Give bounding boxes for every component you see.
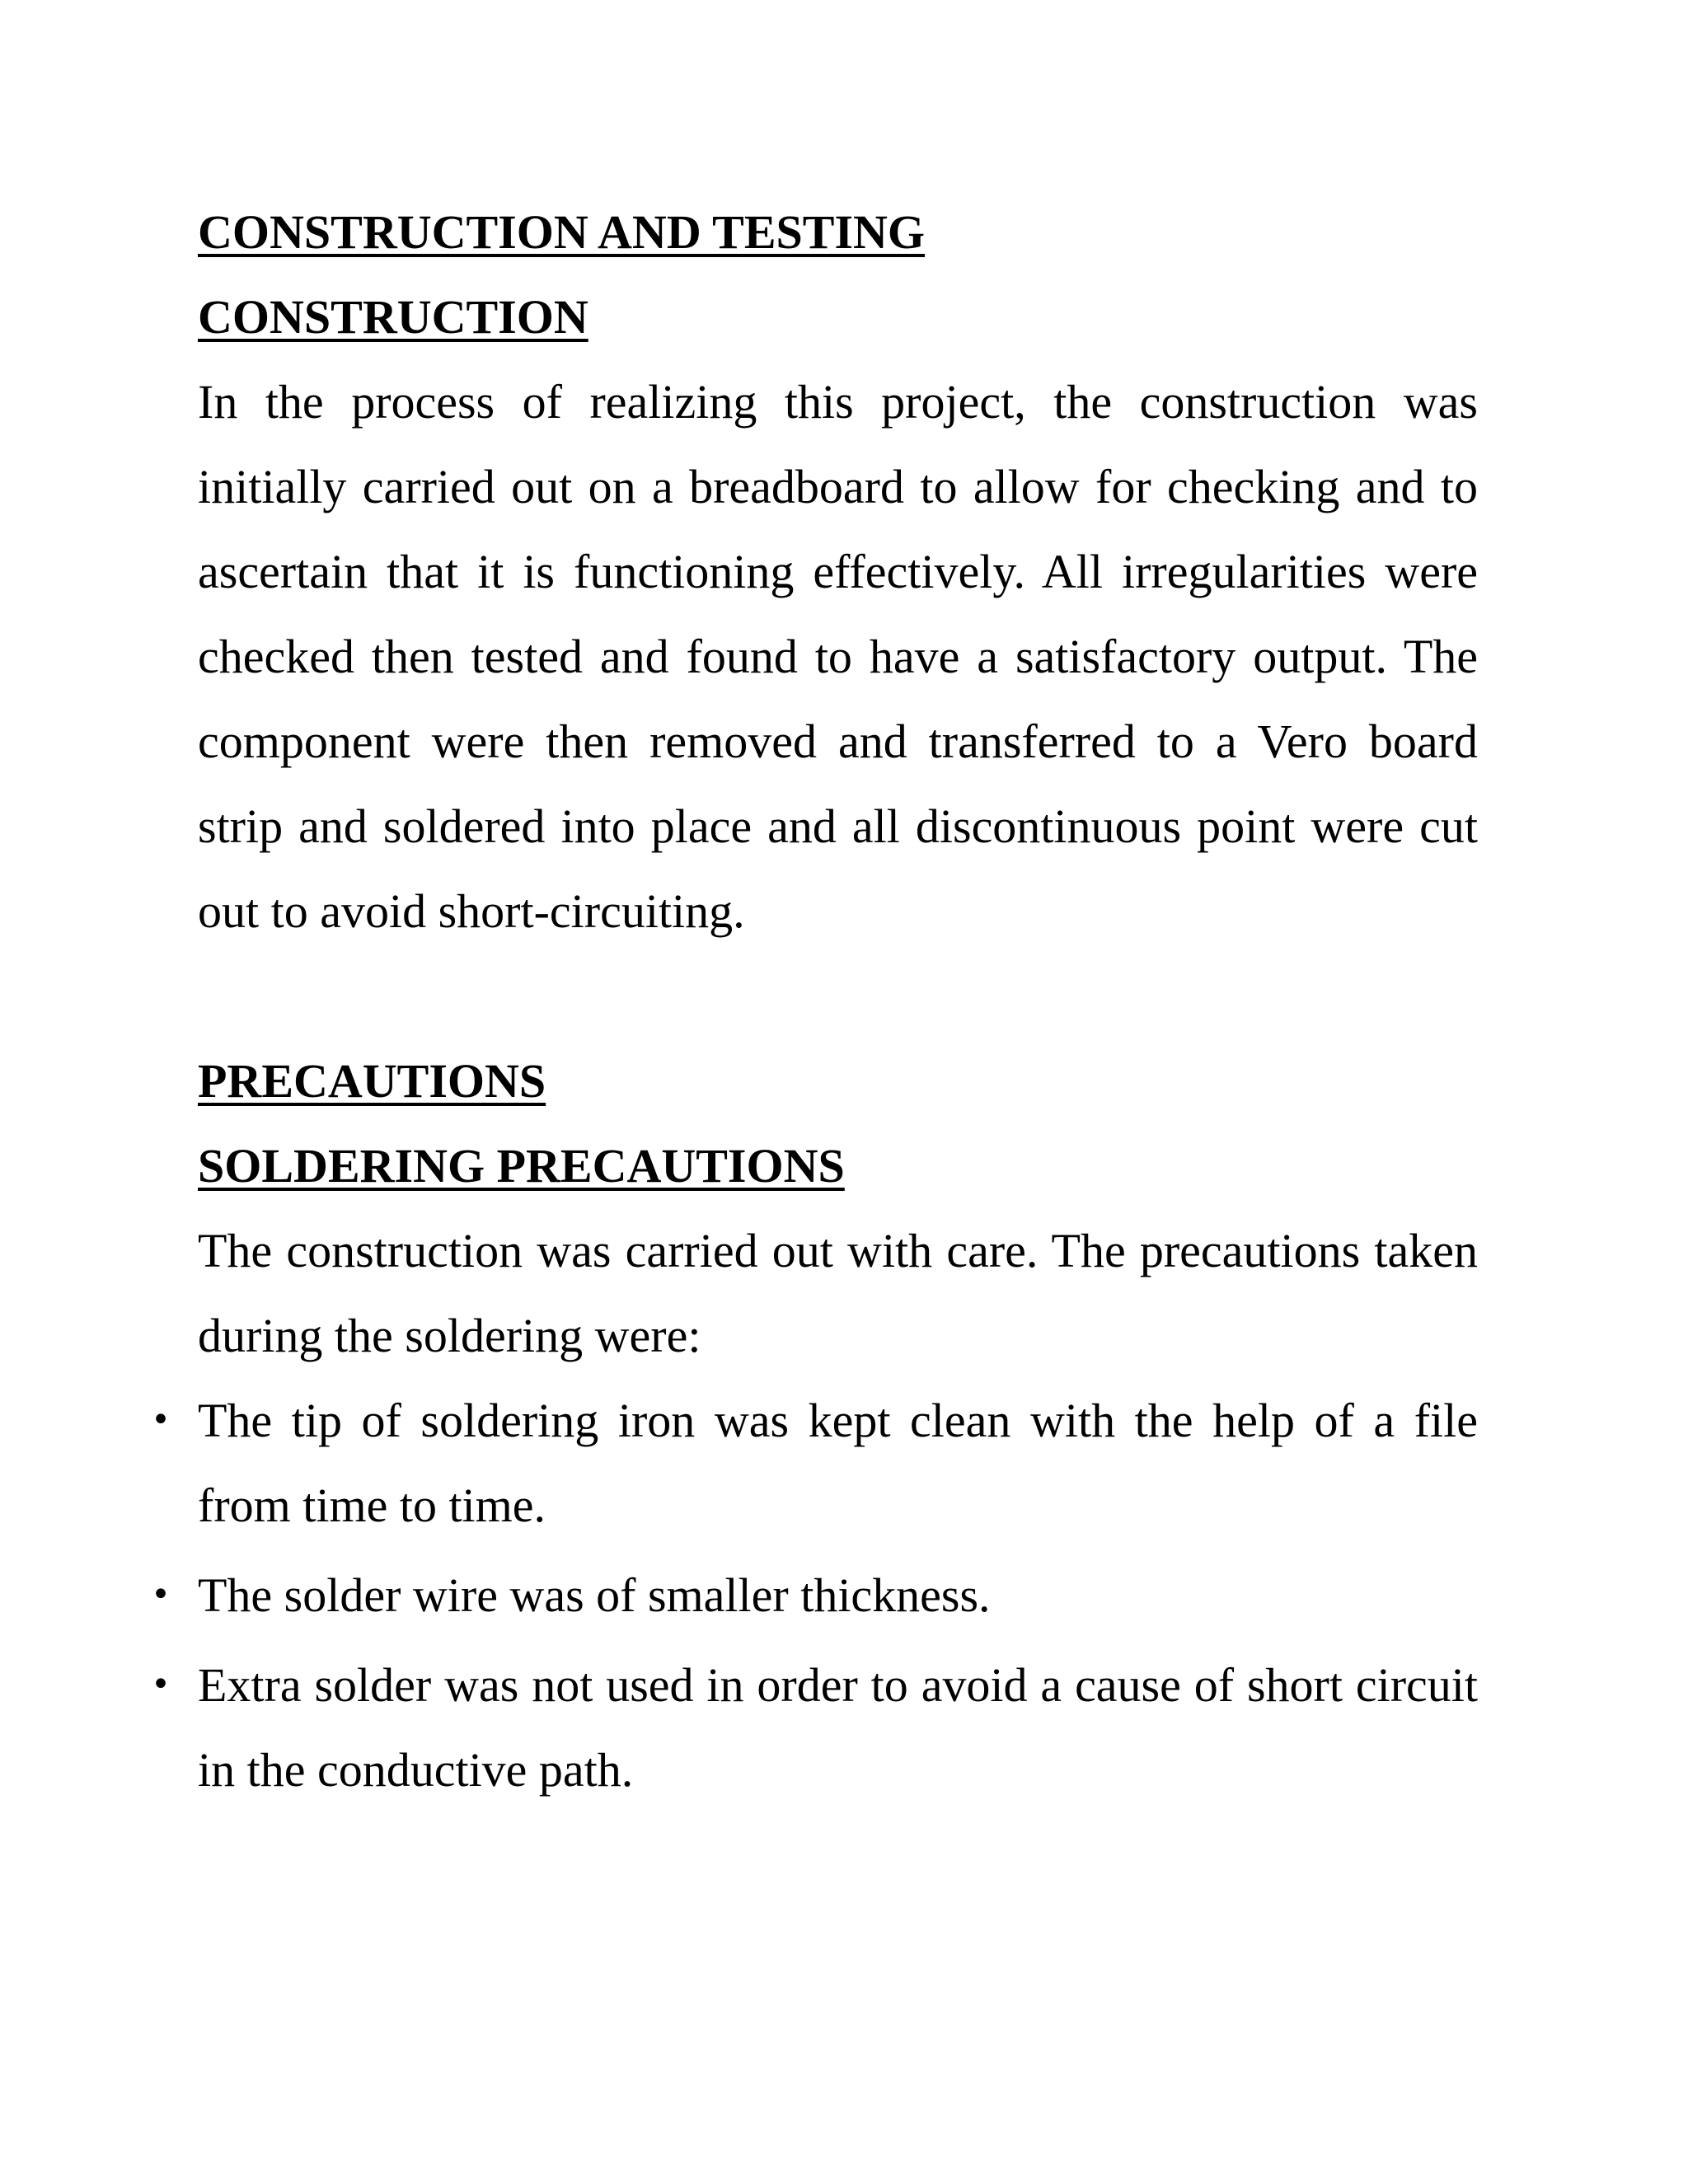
bullet-icon: • — [151, 1666, 171, 1704]
precautions-heading: PRECAUTIONS — [198, 1054, 546, 1108]
list-item — [151, 1553, 1478, 1638]
construction-heading: CONSTRUCTION — [198, 290, 588, 344]
list-item-text: Extra solder was not used in order to avoid a cause of short circuit in the conductive path. — [198, 1658, 1478, 1797]
main-heading: CONSTRUCTION AND TESTING — [198, 205, 926, 259]
section-spacer — [198, 954, 1478, 1038]
bullet-icon: • — [151, 1401, 171, 1439]
list-item-text: The solder wire was of smaller thickness. — [198, 1568, 991, 1622]
list-item — [151, 1643, 1478, 1812]
construction-paragraph: In the process of realizing this project, the construction was initially carried out on a breadboard to allow for checking and to ascertain that it is functioning effectively. All irregularities were checked then tested and found to have a satisfactory output. The component were then removed and transferred to a Vero board strip and soldered into place and all discontinuous point were cut out to avoid short-circuiting. — [198, 375, 1478, 938]
list-item-text: The tip of soldering iron was kept clean with the help of a file from time to time. — [198, 1394, 1478, 1532]
list-item — [151, 1378, 1478, 1548]
precautions-intro: The construction was carried out with care. The precautions taken during the soldering were: — [198, 1224, 1478, 1362]
precautions-list — [151, 1378, 1478, 1812]
page-content — [151, 190, 1478, 1817]
bullet-icon: • — [151, 1576, 171, 1614]
soldering-precautions-heading: SOLDERING PRECAUTIONS — [198, 1139, 845, 1193]
